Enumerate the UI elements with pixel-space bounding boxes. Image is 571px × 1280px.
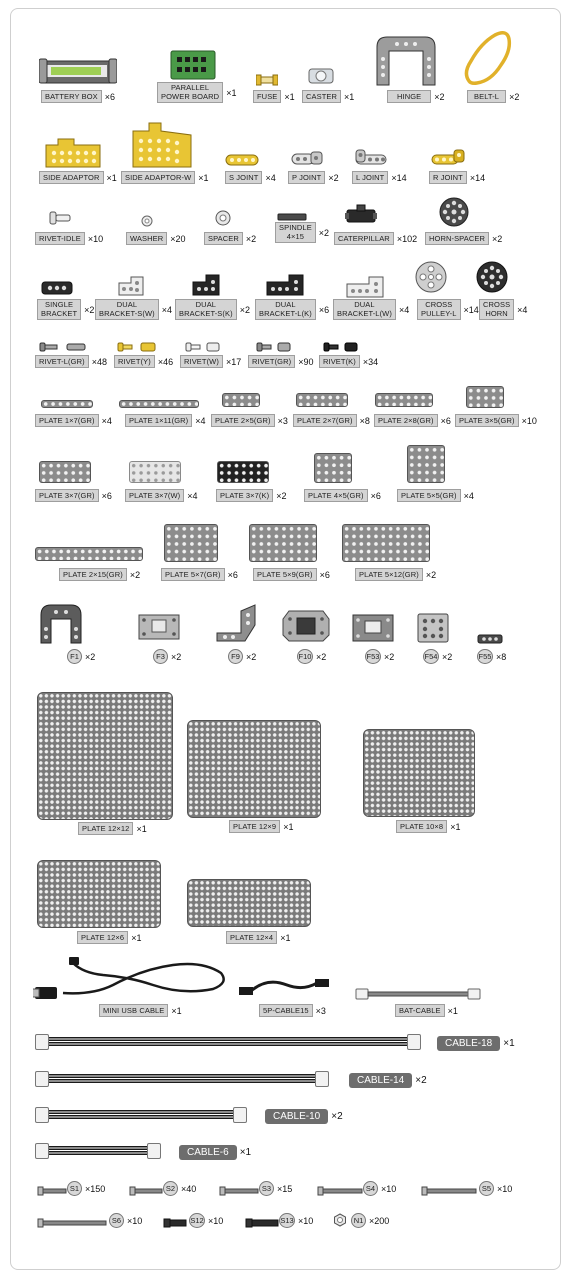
- parallel-power-board-label: PARALLEL POWER BOARD ×1: [157, 82, 236, 103]
- rivet-idle-icon: [49, 211, 71, 225]
- s2-screw-image: [129, 1183, 163, 1193]
- side-adaptor-icon: [44, 137, 102, 169]
- plate-2x8-gr-label: PLATE 2×8(GR) ×6: [374, 414, 451, 427]
- f3-label: F3 ×2: [153, 649, 181, 664]
- l-joint-icon: [355, 149, 391, 165]
- power-board-icon: [169, 49, 217, 83]
- battery-box-icon: [39, 57, 117, 85]
- cable-6-connector-right: [147, 1143, 161, 1159]
- plate-5x9-gr-label: PLATE 5×9(GR) ×6: [253, 568, 330, 581]
- caster-icon: [308, 67, 334, 85]
- usb-cable-icon: [33, 955, 229, 1005]
- belt-icon: [461, 29, 513, 87]
- plate-12x4-image: [187, 879, 311, 927]
- s-joint-label: S JOINT ×4: [225, 171, 276, 184]
- cable-10-label: CABLE-10 ×2: [265, 1109, 343, 1124]
- rivet-w-label: RIVET(W) ×17: [180, 355, 241, 368]
- r-joint-image: [431, 149, 465, 165]
- plate-5x5-gr-image: [407, 445, 445, 483]
- s2-label: S2 ×40: [163, 1181, 196, 1196]
- caterpillar-label: CATERPILLAR ×102: [334, 232, 417, 245]
- belt-image: [461, 29, 513, 87]
- f10-frame-icon: [281, 609, 331, 643]
- spacer-image: [215, 210, 231, 226]
- cable-14-connector-left: [35, 1071, 49, 1087]
- screw-s3-icon: [219, 1186, 259, 1196]
- plate-5x12-gr-image: [342, 524, 430, 562]
- plate-3x7-w-label: PLATE 3×7(W) ×4: [125, 489, 198, 502]
- dual-bracket-s-k-label: DUAL BRACKET-S(K) ×2: [175, 299, 250, 320]
- f54-image: [417, 613, 449, 643]
- p-joint-image: [291, 151, 323, 165]
- s3-screw-image: [219, 1183, 259, 1193]
- mini-usb-cable-image: [33, 955, 229, 1005]
- dual-bracket-s-w-image: [117, 275, 145, 297]
- battery-box-image: [39, 57, 117, 85]
- horn-spacer-label: HORN-SPACER ×2: [425, 232, 502, 245]
- plate-2x15-gr-label: PLATE 2×15(GR) ×2: [59, 568, 140, 581]
- screw-s1-icon: [37, 1186, 67, 1196]
- f1-label: F1 ×2: [67, 649, 95, 664]
- f1-image: [37, 601, 85, 645]
- hinge-label: HINGE ×2: [387, 90, 445, 103]
- dual-bracket-l-k-icon: [265, 273, 305, 297]
- plate-5x7-gr-image: [164, 524, 218, 562]
- spacer-icon: [215, 210, 231, 226]
- rivet-k-label: RIVET(K) ×34: [319, 355, 378, 368]
- n1-nut-image: [333, 1213, 347, 1227]
- s1-label: S1 ×150: [67, 1181, 105, 1196]
- cable-18-label: CABLE-18 ×1: [437, 1036, 515, 1051]
- plate-1x11-gr-image: [119, 400, 199, 408]
- horn-spacer-image: [439, 197, 469, 227]
- cable-18-connector-left: [35, 1034, 49, 1050]
- single-bracket-image: [41, 281, 73, 295]
- s13-screw-image: [245, 1215, 279, 1225]
- plate-12x9-image: [187, 720, 321, 818]
- plate-5x5-gr-label: PLATE 5×5(GR) ×4: [397, 489, 474, 502]
- rivet-l-gr-icon: [39, 342, 87, 352]
- fuse-label: FUSE ×1: [253, 90, 295, 103]
- dual-bracket-l-w-label: DUAL BRACKET-L(W) ×4: [333, 299, 409, 320]
- screw-s4-icon: [317, 1186, 363, 1196]
- spindle-icon: [277, 213, 307, 221]
- f9-bracket-icon: [215, 603, 259, 643]
- mini-usb-cable-label: MINI USB CABLE ×1: [99, 1004, 182, 1017]
- rivet-gr-image: [256, 339, 292, 349]
- side-adaptor-w-image: [131, 121, 193, 169]
- rivet-w-image: [185, 339, 221, 349]
- cable-10-connector-right: [233, 1107, 247, 1123]
- s4-screw-image: [317, 1183, 363, 1193]
- screw-s13-icon: [245, 1218, 279, 1228]
- cable-10-wires: [49, 1110, 233, 1120]
- belt-l-label: BELT-L ×2: [467, 90, 519, 103]
- caterpillar-icon: [345, 204, 377, 226]
- caster-label: CASTER ×1: [302, 90, 354, 103]
- s5-label: S5 ×10: [479, 1181, 512, 1196]
- cable-10-connector-left: [35, 1107, 49, 1123]
- cable-14-wires: [49, 1074, 315, 1084]
- f10-label: F10 ×2: [297, 649, 326, 664]
- parts-list-sheet: [10, 8, 561, 1270]
- single-bracket-icon: [41, 281, 73, 295]
- s1-screw-image: [37, 1183, 67, 1193]
- rivet-idle-image: [49, 211, 71, 225]
- p-joint-label: P JOINT ×2: [288, 171, 339, 184]
- plate-2x7-gr-label: PLATE 2×7(GR) ×8: [293, 414, 370, 427]
- screw-s2-icon: [129, 1186, 163, 1196]
- plate-10x8-image: [363, 729, 475, 817]
- plate-3x7-gr-label: PLATE 3×7(GR) ×6: [35, 489, 112, 502]
- dual-bracket-l-k-image: [265, 273, 305, 297]
- plate-1x11-gr-label: PLATE 1×11(GR) ×4: [125, 414, 206, 427]
- caterpillar-image: [345, 204, 377, 226]
- bat-cable-icon: [355, 987, 481, 1001]
- f3-image: [137, 609, 181, 643]
- f9-label: F9 ×2: [228, 649, 256, 664]
- plate-3x5-gr-label: PLATE 3×5(GR) ×10: [455, 414, 537, 427]
- cable-6-label: CABLE-6 ×1: [179, 1145, 251, 1160]
- spindle-label: SPINDLE 4×15 ×2: [275, 222, 329, 243]
- f9-image: [215, 603, 259, 643]
- cross-pulley-l-label: CROSS PULLEY-L ×14: [417, 299, 479, 320]
- rivet-gr-label: RIVET(GR) ×90: [248, 355, 314, 368]
- plate-4x5-gr-image: [314, 453, 352, 483]
- f53-frame-icon: [351, 611, 395, 643]
- s4-label: S4 ×10: [363, 1181, 396, 1196]
- rivet-w-icon: [185, 342, 221, 352]
- bat-cable-label: BAT-CABLE ×1: [395, 1004, 458, 1017]
- rivet-gr-icon: [256, 342, 292, 352]
- plate-10x8-label: PLATE 10×8 ×1: [396, 820, 460, 833]
- plate-5x7-gr-label: PLATE 5×7(GR) ×6: [161, 568, 238, 581]
- battery-box-label: BATTERY BOX ×6: [41, 90, 115, 103]
- plate-2x5-gr-image: [222, 393, 260, 407]
- l-joint-label: L JOINT ×14: [352, 171, 407, 184]
- plate-4x5-gr-label: PLATE 4×5(GR) ×6: [304, 489, 381, 502]
- single-bracket-label: SINGLE BRACKET ×2: [37, 299, 94, 320]
- dual-bracket-s-k-icon: [191, 273, 221, 297]
- f55-label: F55 ×8: [477, 649, 506, 664]
- washer-label: WASHER ×20: [126, 232, 186, 245]
- plate-1x7-gr-label: PLATE 1×7(GR) ×4: [35, 414, 112, 427]
- cross-pulley-l-image: [415, 261, 447, 293]
- cable-6-connector-left: [35, 1143, 49, 1159]
- f55-image: [477, 631, 503, 641]
- plate-1x7-gr-image: [41, 400, 93, 408]
- cable-6-wires: [49, 1146, 147, 1156]
- rivet-y-label: RIVET(Y) ×46: [114, 355, 173, 368]
- s12-screw-image: [163, 1215, 187, 1225]
- fuse-image: [256, 73, 278, 85]
- plate-2x5-gr-label: PLATE 2×5(GR) ×3: [211, 414, 288, 427]
- hinge-image: [371, 33, 441, 87]
- f55-link-icon: [477, 634, 503, 644]
- plate-3x7-k-image: [217, 461, 269, 483]
- plate-2x8-gr-image: [375, 393, 433, 407]
- cross-horn-icon: [476, 261, 508, 293]
- side-adaptor-w-label: SIDE ADAPTOR-W ×1: [121, 171, 209, 184]
- plate-2x15-gr-image: [35, 547, 143, 561]
- plate-12x9-label: PLATE 12×9 ×1: [229, 820, 293, 833]
- washer-image: [141, 214, 153, 226]
- f10-image: [281, 609, 331, 643]
- plate-3x5-gr-image: [466, 386, 504, 408]
- parallel-power-board-image: [169, 49, 217, 83]
- spacer-label: SPACER ×2: [204, 232, 256, 245]
- dual-bracket-s-k-image: [191, 273, 221, 297]
- screw-s12-icon: [163, 1218, 187, 1228]
- cable-18-connector-right: [407, 1034, 421, 1050]
- f53-label: F53 ×2: [365, 649, 394, 664]
- cross-horn-image: [476, 261, 508, 293]
- s-joint-image: [225, 153, 259, 165]
- side-adaptor-w-icon: [131, 121, 193, 169]
- plate-12x4-label: PLATE 12×4 ×1: [226, 931, 290, 944]
- rivet-k-icon: [323, 342, 359, 352]
- rivet-l-gr-label: RIVET-L(GR) ×48: [35, 355, 107, 368]
- plate-12x6-image: [37, 860, 161, 928]
- hinge-icon: [371, 33, 441, 87]
- plate-3x7-w-image: [129, 461, 181, 483]
- plate-2x7-gr-image: [296, 393, 348, 407]
- f1-bracket-icon: [37, 601, 85, 645]
- r-joint-label: R JOINT ×14: [429, 171, 485, 184]
- rivet-y-image: [117, 339, 157, 349]
- cross-pulley-icon: [415, 261, 447, 293]
- f3-frame-icon: [137, 609, 181, 643]
- f53-image: [351, 611, 395, 643]
- plate-12x6-label: PLATE 12×6 ×1: [77, 931, 141, 944]
- bat-cable-image: [355, 987, 481, 1001]
- l-joint-image: [355, 149, 391, 165]
- s3-label: S3 ×15: [259, 1181, 292, 1196]
- p-joint-icon: [291, 151, 323, 165]
- side-adaptor-image: [44, 137, 102, 169]
- screw-s6-icon: [37, 1218, 107, 1228]
- f54-label: F54 ×2: [423, 649, 452, 664]
- dual-bracket-l-w-icon: [345, 275, 385, 299]
- rivet-y-icon: [117, 342, 157, 352]
- hex-nut-icon: [333, 1213, 347, 1227]
- rivet-l-gr-image: [39, 339, 87, 349]
- n1-label: N1 ×200: [351, 1213, 389, 1228]
- plate-12x12-image: [37, 692, 173, 820]
- dual-bracket-l-k-label: DUAL BRACKET-L(K) ×6: [255, 299, 329, 320]
- cross-horn-label: CROSS HORN ×4: [479, 299, 527, 320]
- s6-screw-image: [37, 1215, 107, 1225]
- plate-3x7-gr-image: [39, 461, 91, 483]
- s12-label: S12 ×10: [189, 1213, 223, 1228]
- screw-s5-icon: [421, 1186, 477, 1196]
- s-joint-icon: [225, 154, 259, 166]
- s5-screw-image: [421, 1183, 477, 1193]
- spindle-image: [277, 208, 307, 216]
- plate-12x12-label: PLATE 12×12 ×1: [78, 822, 147, 835]
- cable-14-connector-right: [315, 1071, 329, 1087]
- dual-bracket-l-w-image: [345, 275, 385, 299]
- fuse-icon: [256, 74, 278, 86]
- 5p-cable-icon: [237, 975, 331, 999]
- 5p-cable15-label: 5P-CABLE15 ×3: [259, 1004, 326, 1017]
- r-joint-icon: [431, 149, 465, 165]
- dual-bracket-s-w-icon: [117, 275, 145, 297]
- plate-3x7-k-label: PLATE 3×7(K) ×2: [216, 489, 286, 502]
- s13-label: S13 ×10: [279, 1213, 313, 1228]
- 5p-cable15-image: [237, 975, 331, 999]
- rivet-idle-label: RIVET-IDLE ×10: [35, 232, 103, 245]
- rivet-k-image: [323, 339, 359, 349]
- side-adaptor-label: SIDE ADAPTOR ×1: [39, 171, 117, 184]
- plate-5x9-gr-image: [249, 524, 317, 562]
- cable-14-label: CABLE-14 ×2: [349, 1073, 427, 1088]
- dual-bracket-s-w-label: DUAL BRACKET-S(W) ×4: [95, 299, 172, 320]
- plate-5x12-gr-label: PLATE 5×12(GR) ×2: [355, 568, 436, 581]
- washer-icon: [141, 215, 153, 227]
- horn-spacer-icon: [439, 197, 469, 227]
- caster-image: [308, 67, 334, 85]
- f54-plate-icon: [417, 613, 449, 643]
- s6-label: S6 ×10: [109, 1213, 142, 1228]
- cable-18-wires: [49, 1037, 407, 1047]
